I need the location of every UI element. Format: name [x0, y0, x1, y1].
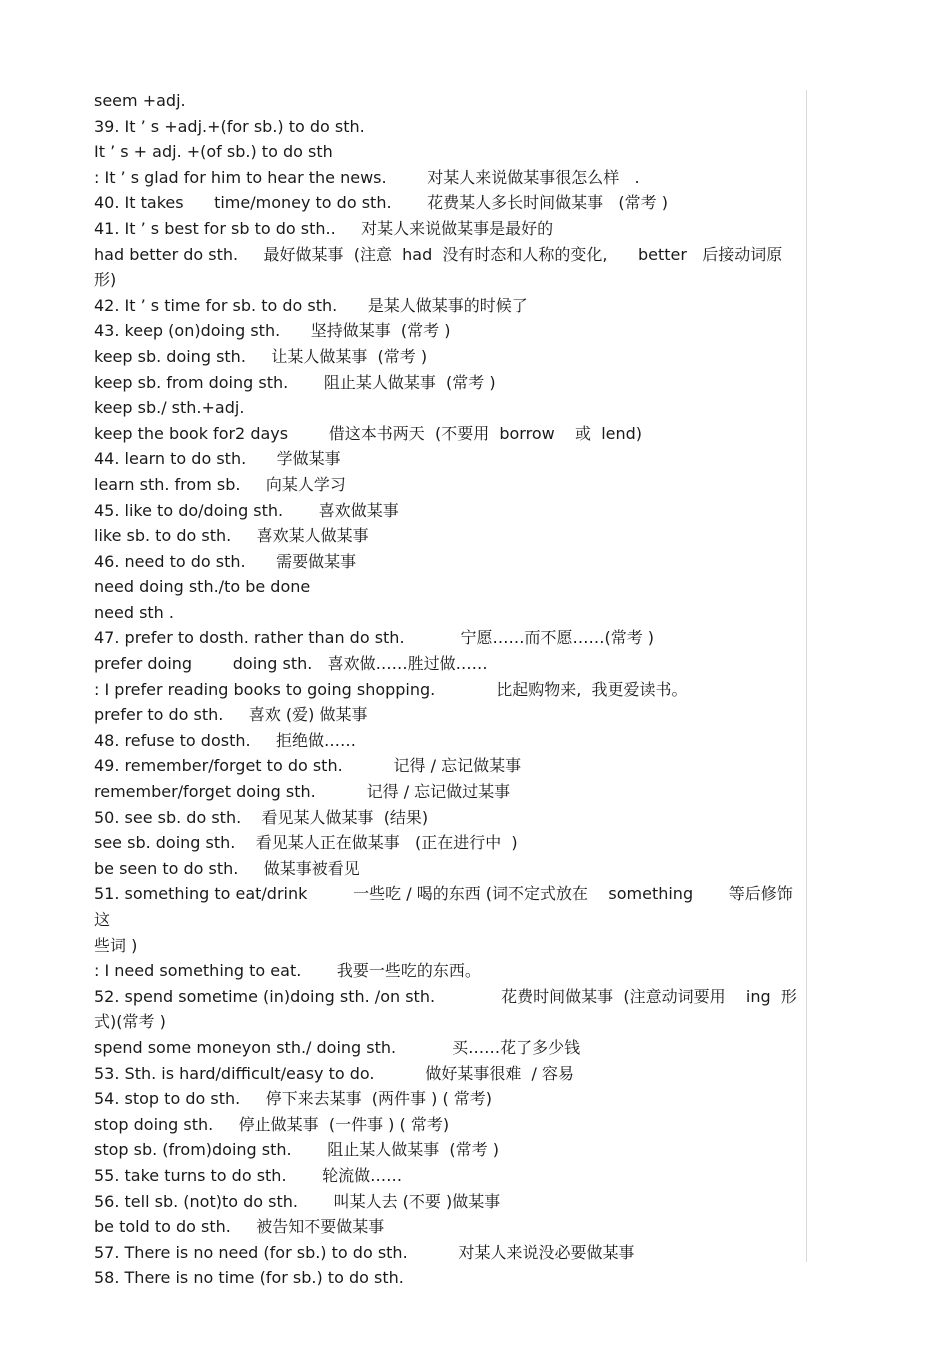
- text-line: : I prefer reading books to going shopping. 比起购物来, 我更爱读书。: [94, 679, 688, 699]
- text-line: be told to do sth. 被告知不要做某事: [94, 1217, 385, 1237]
- text-line: keep sb. doing sth. 让某人做某事 (常考 ): [94, 346, 428, 366]
- text-line: : It ’ s glad for him to hear the news. 对某人来说做某事很怎么样 .: [94, 167, 640, 187]
- text-line: 45. like to do/doing sth. 喜欢做某事: [94, 500, 399, 520]
- text-line: 55. take turns to do sth. 轮流做……: [94, 1165, 403, 1185]
- text-line: 式)(常考 ): [94, 1012, 166, 1032]
- text-line: had better do sth. 最好做某事 (注意 had 没有时态和人称的变化, better 后接动词原: [94, 244, 783, 264]
- text-line: 41. It ’ s best for sb to do sth.. 对某人来说做某事是最好的: [94, 218, 554, 238]
- text-line: 39. It ’ s +adj.+(for sb.) to do sth.: [94, 116, 365, 136]
- text-line: It ’ s + adj. +(of sb.) to do sth: [94, 142, 333, 162]
- text-line: spend some moneyon sth./ doing sth. 买……花了多少钱: [94, 1037, 581, 1057]
- text-line: 47. prefer to dosth. rather than do sth. 宁愿……而不愿……(常考 ): [94, 628, 655, 648]
- text-line: need doing sth./to be done: [94, 577, 311, 597]
- text-line: need sth .: [94, 602, 174, 622]
- text-line: 53. Sth. is hard/difficult/easy to do. 做好某事很难 / 容易: [94, 1063, 574, 1083]
- text-line: 49. remember/forget to do sth. 记得 / 忘记做某事: [94, 756, 522, 776]
- text-line: 40. It takes time/money to do sth. 花费某人多长时间做某事 (常考 ): [94, 193, 668, 213]
- text-line: remember/forget doing sth. 记得 / 忘记做过某事: [94, 782, 511, 802]
- text-line: 46. need to do sth. 需要做某事: [94, 551, 357, 571]
- text-line: see sb. doing sth. 看见某人正在做某事 (正在进行中 ): [94, 833, 518, 853]
- text-line: 48. refuse to dosth. 拒绝做……: [94, 730, 357, 750]
- text-line: 形): [94, 270, 117, 290]
- text-line: keep sb. from doing sth. 阻止某人做某事 (常考 ): [94, 372, 496, 392]
- text-line: keep the book for2 days 借这本书两天 (不要用 borrow 或 lend): [94, 423, 643, 443]
- text-line: like sb. to do sth. 喜欢某人做某事: [94, 526, 369, 546]
- text-line: 56. tell sb. (not)to do sth. 叫某人去 (不要 )做某事: [94, 1191, 501, 1211]
- text-line: prefer doing doing sth. 喜欢做……胜过做……: [94, 654, 488, 674]
- text-line: 50. see sb. do sth. 看见某人做某事 (结果): [94, 807, 429, 827]
- text-line: : I need something to eat. 我要一些吃的东西。: [94, 961, 481, 981]
- text-line: 些词 ): [94, 935, 138, 955]
- text-line: 42. It ’ s time for sb. to do sth. 是某人做某事的时候了: [94, 295, 528, 315]
- document-body: [94, 88, 806, 1291]
- text-line: 52. spend sometime (in)doing sth. /on sth. 花费时间做某事 (注意动词要用 ing 形: [94, 986, 797, 1006]
- text-line: keep sb./ sth.+adj.: [94, 398, 245, 418]
- text-line: 54. stop to do sth. 停下来去某事 (两件事 ) ( 常考): [94, 1089, 493, 1109]
- text-line: 57. There is no need (for sb.) to do sth. 对某人来说没必要做某事: [94, 1242, 635, 1262]
- text-line: 44. learn to do sth. 学做某事: [94, 449, 341, 469]
- text-line: be seen to do sth. 做某事被看见: [94, 858, 360, 878]
- text-line: 58. There is no time (for sb.) to do sth.: [94, 1268, 404, 1288]
- text-line: stop doing sth. 停止做某事 (一件事 ) ( 常考): [94, 1114, 450, 1134]
- text-line: prefer to do sth. 喜欢 (爱) 做某事: [94, 705, 368, 725]
- text-line: seem +adj.: [94, 91, 186, 110]
- text-line: 43. keep (on)doing sth. 坚持做某事 (常考 ): [94, 321, 451, 341]
- margin-rule: [806, 90, 807, 1262]
- text-line: stop sb. (from)doing sth. 阻止某人做某事 (常考 ): [94, 1140, 499, 1160]
- text-line: learn sth. from sb. 向某人学习: [94, 474, 346, 494]
- text-line: 51. something to eat/drink 一些吃 / 喝的东西 (词不定式放在 something 等后修饰这: [94, 884, 793, 929]
